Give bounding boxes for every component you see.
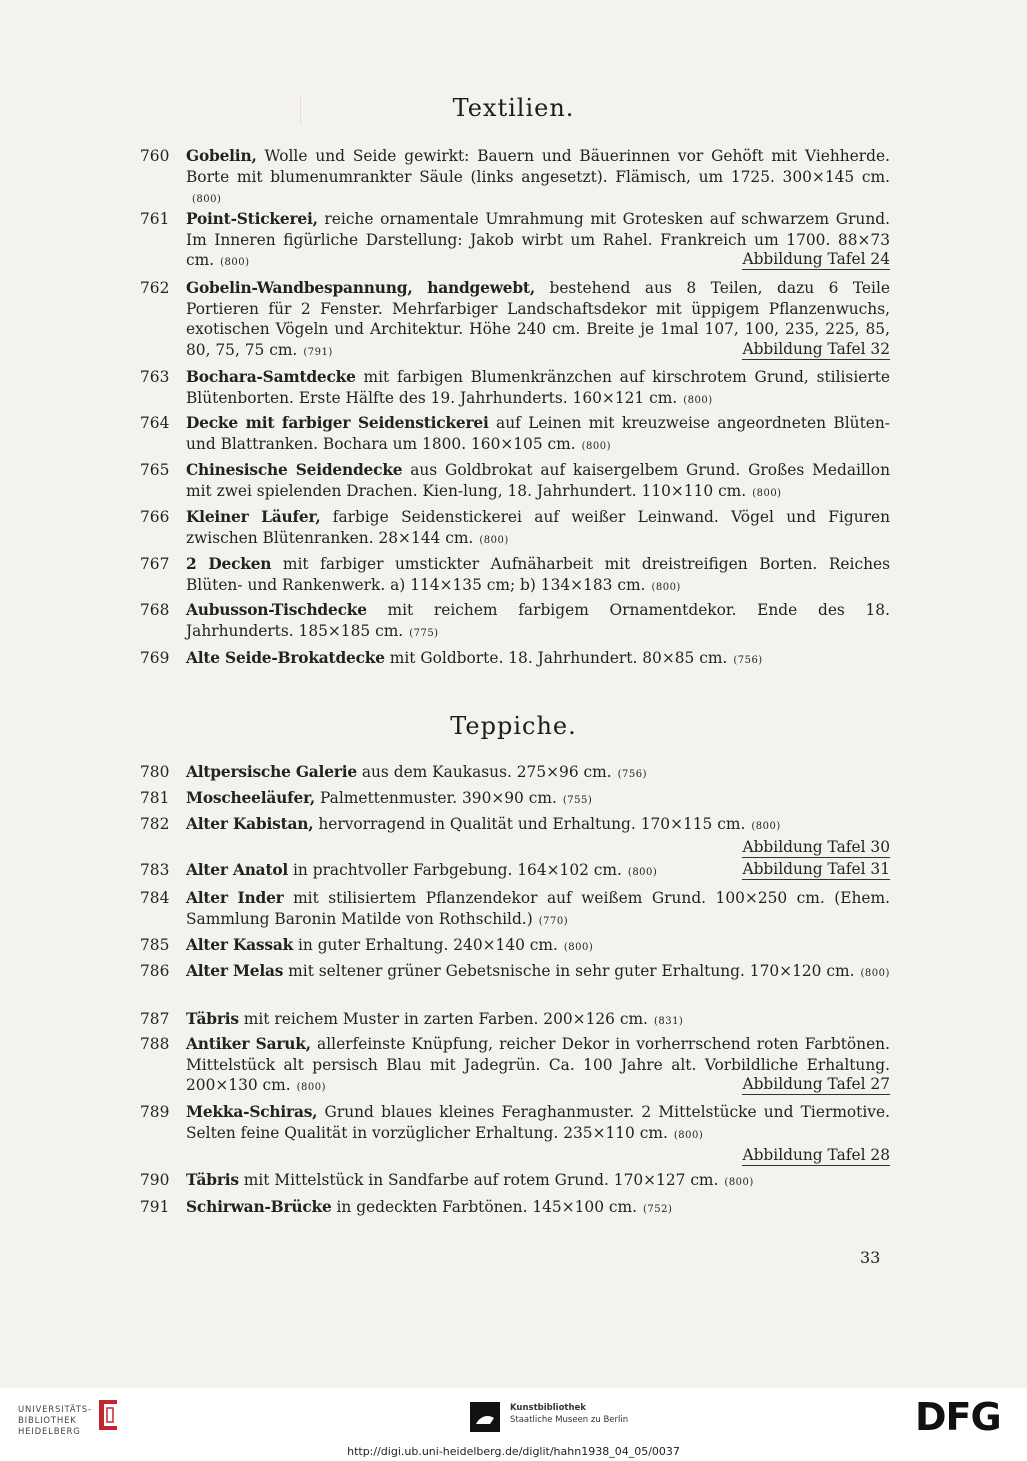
entry-text: hervorragend in Qualität und Erhaltung. 170×115 cm.	[313, 815, 746, 833]
entry-code: (831)	[653, 1016, 684, 1027]
entry-text: Wolle und Seide gewirkt: Bauern und Bäuerinnen vor Gehöft mit Viehherde. Borte mit blumenumrankter Säule (links angesetzt). Flämisch, um 1725. 300×145 cm.	[186, 147, 890, 186]
entry-code: (791)	[303, 346, 333, 358]
entry-text: mit farbiger umstickter Aufnäharbeit mit dreistreifigen Borten. Reiches Blüten- und Rankenwerk. a) 114×135 cm; b) 134×183 cm.	[186, 555, 890, 594]
entry-title: Antiker Saruk,	[186, 1035, 311, 1053]
plate-reference: Abbildung Tafel 32	[742, 339, 890, 358]
entry-text: auf Leinen mit kreuzweise angeordneten Blüten- und Blattranken. Bochara um 1800. 160×105 cm.	[186, 414, 890, 453]
entry-text: in gedeckten Farbtönen. 145×100 cm.	[331, 1198, 637, 1216]
catalog-entry	[140, 860, 890, 884]
entry-title: Moscheeläufer,	[186, 789, 316, 807]
entry-title: Gobelin,	[186, 147, 257, 165]
catalog-entry	[140, 814, 890, 858]
entry-number: 761	[140, 210, 170, 228]
entry-text: farbige Seidenstickerei auf weißer Leinwand. Vögel und Figuren zwischen Blütenranken. 28×144 cm.	[186, 508, 890, 547]
catalog-entry	[140, 367, 890, 411]
catalog-entry	[140, 507, 890, 551]
entry-text: aus Goldbrokat auf kaisergelbem Grund. Großes Medaillon mit zwei spielenden Drachen. Kien-lung, 18. Jahrhundert. 110×110 cm.	[186, 461, 890, 500]
catalog-entry	[140, 788, 890, 812]
catalog-entry	[140, 600, 890, 644]
entry-text: allerfeinste Knüpfung, reicher Dekor in vorherrschend roten Farbtönen. Mittelstück alt persisch Blau mit Jadegrün. Ca. 100 Jahre alt. Vorbildliche Erhaltung. 200×130 cm.	[186, 1035, 890, 1095]
entry-code: (800)	[192, 194, 222, 206]
entry-number: 767	[140, 555, 170, 573]
entry-code: (770)	[538, 915, 569, 927]
entry-text: in guter Erhaltung. 240×140 cm.	[293, 936, 558, 954]
entry-title: Gobelin-Wandbespannung, handgewebt,	[186, 279, 535, 297]
uni-line: BIBLIOTHEK	[18, 1416, 77, 1426]
catalog-entry	[140, 1034, 890, 1099]
entry-title: 2 Decken	[186, 555, 272, 573]
entry-text: reiche ornamentale Umrahmung mit Grotesken auf schwarzem Grund. Im Inneren figürliche Darstellung: Jakob wirbt um Rahel. Frankreich um 1700. 88×73 cm.	[186, 210, 890, 270]
entry-title: Alte Seide-Brokatdecke	[186, 649, 385, 667]
entry-code: (800)	[479, 534, 509, 546]
catalog-entry	[140, 413, 890, 457]
catalog-entry	[140, 1009, 890, 1033]
entry-text: mit Mittelstück in Sandfarbe auf rotem Grund. 170×127 cm.	[238, 1171, 719, 1189]
entry-title: Mekka-Schiras,	[186, 1103, 318, 1121]
entry-text: Grund blaues kleines Feraghanmuster. 2 Mittelstücke und Tiermotive. Selten feine Qualität in vorzüglicher Erhaltung. 235×110 cm.	[186, 1103, 890, 1142]
entry-title: Schirwan-Brücke	[186, 1198, 332, 1216]
entry-code: (800)	[860, 968, 890, 979]
dfg-logo: DFG	[915, 1395, 1001, 1439]
entry-code: (800)	[673, 1129, 704, 1141]
catalog-entry	[140, 209, 890, 274]
university-logo-icon	[95, 1398, 121, 1432]
catalog-entry	[140, 961, 890, 985]
entry-code: (775)	[409, 627, 439, 639]
catalog-entry	[140, 146, 890, 211]
digitization-footer	[0, 1388, 1027, 1461]
catalog-entry	[140, 648, 890, 672]
entry-code: (800)	[752, 487, 782, 499]
catalog-entry	[140, 1170, 890, 1194]
plate-reference: Abbildung Tafel 31	[742, 860, 890, 878]
entry-text: mit Goldborte. 18. Jahrhundert. 80×85 cm.	[384, 649, 728, 667]
entry-text: mit farbigen Blumenkränzchen auf kirschrotem Grund, stilisierte Blütenborten. Erste Hälfte des 19. Jahrhunderts. 160×121 cm.	[186, 368, 890, 407]
plate-reference: Abbildung Tafel 27	[742, 1075, 890, 1094]
catalog-entry	[140, 1197, 890, 1221]
kb-title: Kunstbibliothek	[510, 1403, 586, 1413]
entry-title: Alter Melas	[186, 962, 284, 980]
entry-text: mit seltener grüner Gebetsnische in sehr guter Erhaltung. 170×120 cm.	[283, 962, 855, 980]
entry-code: (800)	[296, 1082, 327, 1094]
entry-number: 787	[140, 1010, 170, 1028]
entry-text: aus dem Kaukasus. 275×96 cm.	[356, 763, 612, 781]
entry-number: 785	[140, 936, 170, 954]
uni-line: HEIDELBERG	[18, 1427, 81, 1437]
catalog-entry	[140, 762, 890, 786]
entry-code: (755)	[562, 795, 593, 806]
entry-number: 784	[140, 889, 170, 907]
entry-title: Alter Kabistan,	[186, 815, 314, 833]
entry-title: Aubusson-Tischdecke	[186, 601, 367, 619]
entry-number: 791	[140, 1198, 170, 1216]
source-url[interactable]: http://digi.ub.uni-heidelberg.de/diglit/hahn1938_04_05/0037	[347, 1445, 680, 1458]
kunstbibliothek-logo-icon	[470, 1402, 500, 1432]
catalog-entry	[140, 278, 890, 363]
entry-number: 763	[140, 368, 170, 386]
entry-number: 786	[140, 962, 170, 980]
section-heading-teppiche: Teppiche.	[450, 712, 577, 740]
entry-text: mit reichem Muster in zarten Farben. 200×126 cm.	[238, 1010, 648, 1028]
entry-title: Bochara-Samtdecke	[186, 368, 356, 386]
entry-title: Decke mit farbiger Seidenstickerei	[186, 414, 489, 432]
page-number: 33	[860, 1248, 881, 1267]
catalog-entry	[140, 935, 890, 959]
entry-title: Point-Stickerei,	[186, 210, 318, 228]
entry-text: in prachtvoller Farbgebung. 164×102 cm.	[288, 861, 622, 879]
entry-code: (800)	[581, 440, 612, 452]
entry-code: (800)	[683, 394, 713, 406]
entry-number: 789	[140, 1103, 170, 1121]
catalog-entry	[140, 554, 890, 598]
entry-text: bestehend aus 8 Teilen, dazu 6 Teile Portieren für 2 Fenster. Mehrfarbiger Landschaftsdekor mit üppigem Pflanzenwuchs, exotischen Vögeln und Architektur. Höhe 240 cm. Breite je 1mal 107, 100, 235, 225, 85, 80, 75, 75 cm.	[186, 279, 890, 359]
entry-number: 783	[140, 861, 170, 879]
entry-code: (756)	[617, 769, 647, 780]
kb-subtitle: Staatliche Museen zu Berlin	[510, 1415, 629, 1425]
entry-number: 768	[140, 601, 170, 619]
plate-reference: Abbildung Tafel 30	[742, 837, 890, 856]
entry-code: (800)	[220, 257, 250, 269]
entry-number: 782	[140, 815, 170, 833]
entry-code: (800)	[651, 581, 681, 593]
section-heading-textilien: Textilien.	[452, 94, 575, 122]
entry-number: 760	[140, 147, 170, 165]
university-library-label	[18, 1405, 92, 1438]
entry-title: Alter Anatol	[186, 861, 289, 879]
entry-code: (800)	[563, 942, 594, 953]
entry-number: 769	[140, 649, 170, 667]
catalog-entry	[140, 460, 890, 504]
catalog-entry	[140, 1102, 890, 1166]
entry-title: Täbris	[186, 1171, 239, 1189]
entry-title: Altpersische Galerie	[186, 763, 357, 781]
plate-reference: Abbildung Tafel 24	[742, 250, 890, 269]
entry-number: 781	[140, 789, 170, 807]
entry-title: Alter Inder	[186, 889, 284, 907]
plate-reference: Abbildung Tafel 28	[742, 1146, 890, 1165]
entry-text: Palmettenmuster. 390×90 cm.	[315, 789, 557, 807]
entry-number: 764	[140, 414, 170, 432]
entry-code: (756)	[733, 655, 763, 666]
entry-code: (800)	[751, 821, 781, 832]
entry-number: 765	[140, 461, 170, 479]
entry-number: 766	[140, 508, 170, 526]
uni-line: UNIVERSITÄTS-	[18, 1405, 92, 1415]
catalog-entry	[140, 888, 890, 932]
entry-number: 790	[140, 1171, 170, 1189]
entry-title: Chinesische Seidendecke	[186, 461, 403, 479]
entry-number: 788	[140, 1035, 170, 1053]
entry-text: mit reichem farbigem Ornamentdekor. Ende des 18. Jahrhunderts. 185×185 cm.	[186, 601, 890, 640]
entry-title: Alter Kassak	[186, 936, 294, 954]
entry-text: mit stilisiertem Pflanzendekor auf weißem Grund. 100×250 cm. (Ehem. Sammlung Baronin Matilde von Rothschild.)	[186, 889, 890, 928]
entry-number: 780	[140, 763, 170, 781]
entry-code: (800)	[627, 867, 658, 878]
entry-number: 762	[140, 279, 170, 297]
entry-code: (752)	[643, 1204, 673, 1215]
entry-title: Täbris	[186, 1010, 239, 1028]
entry-code: (800)	[724, 1177, 754, 1188]
kunstbibliothek-label	[510, 1402, 628, 1426]
entry-title: Kleiner Läufer,	[186, 508, 321, 526]
